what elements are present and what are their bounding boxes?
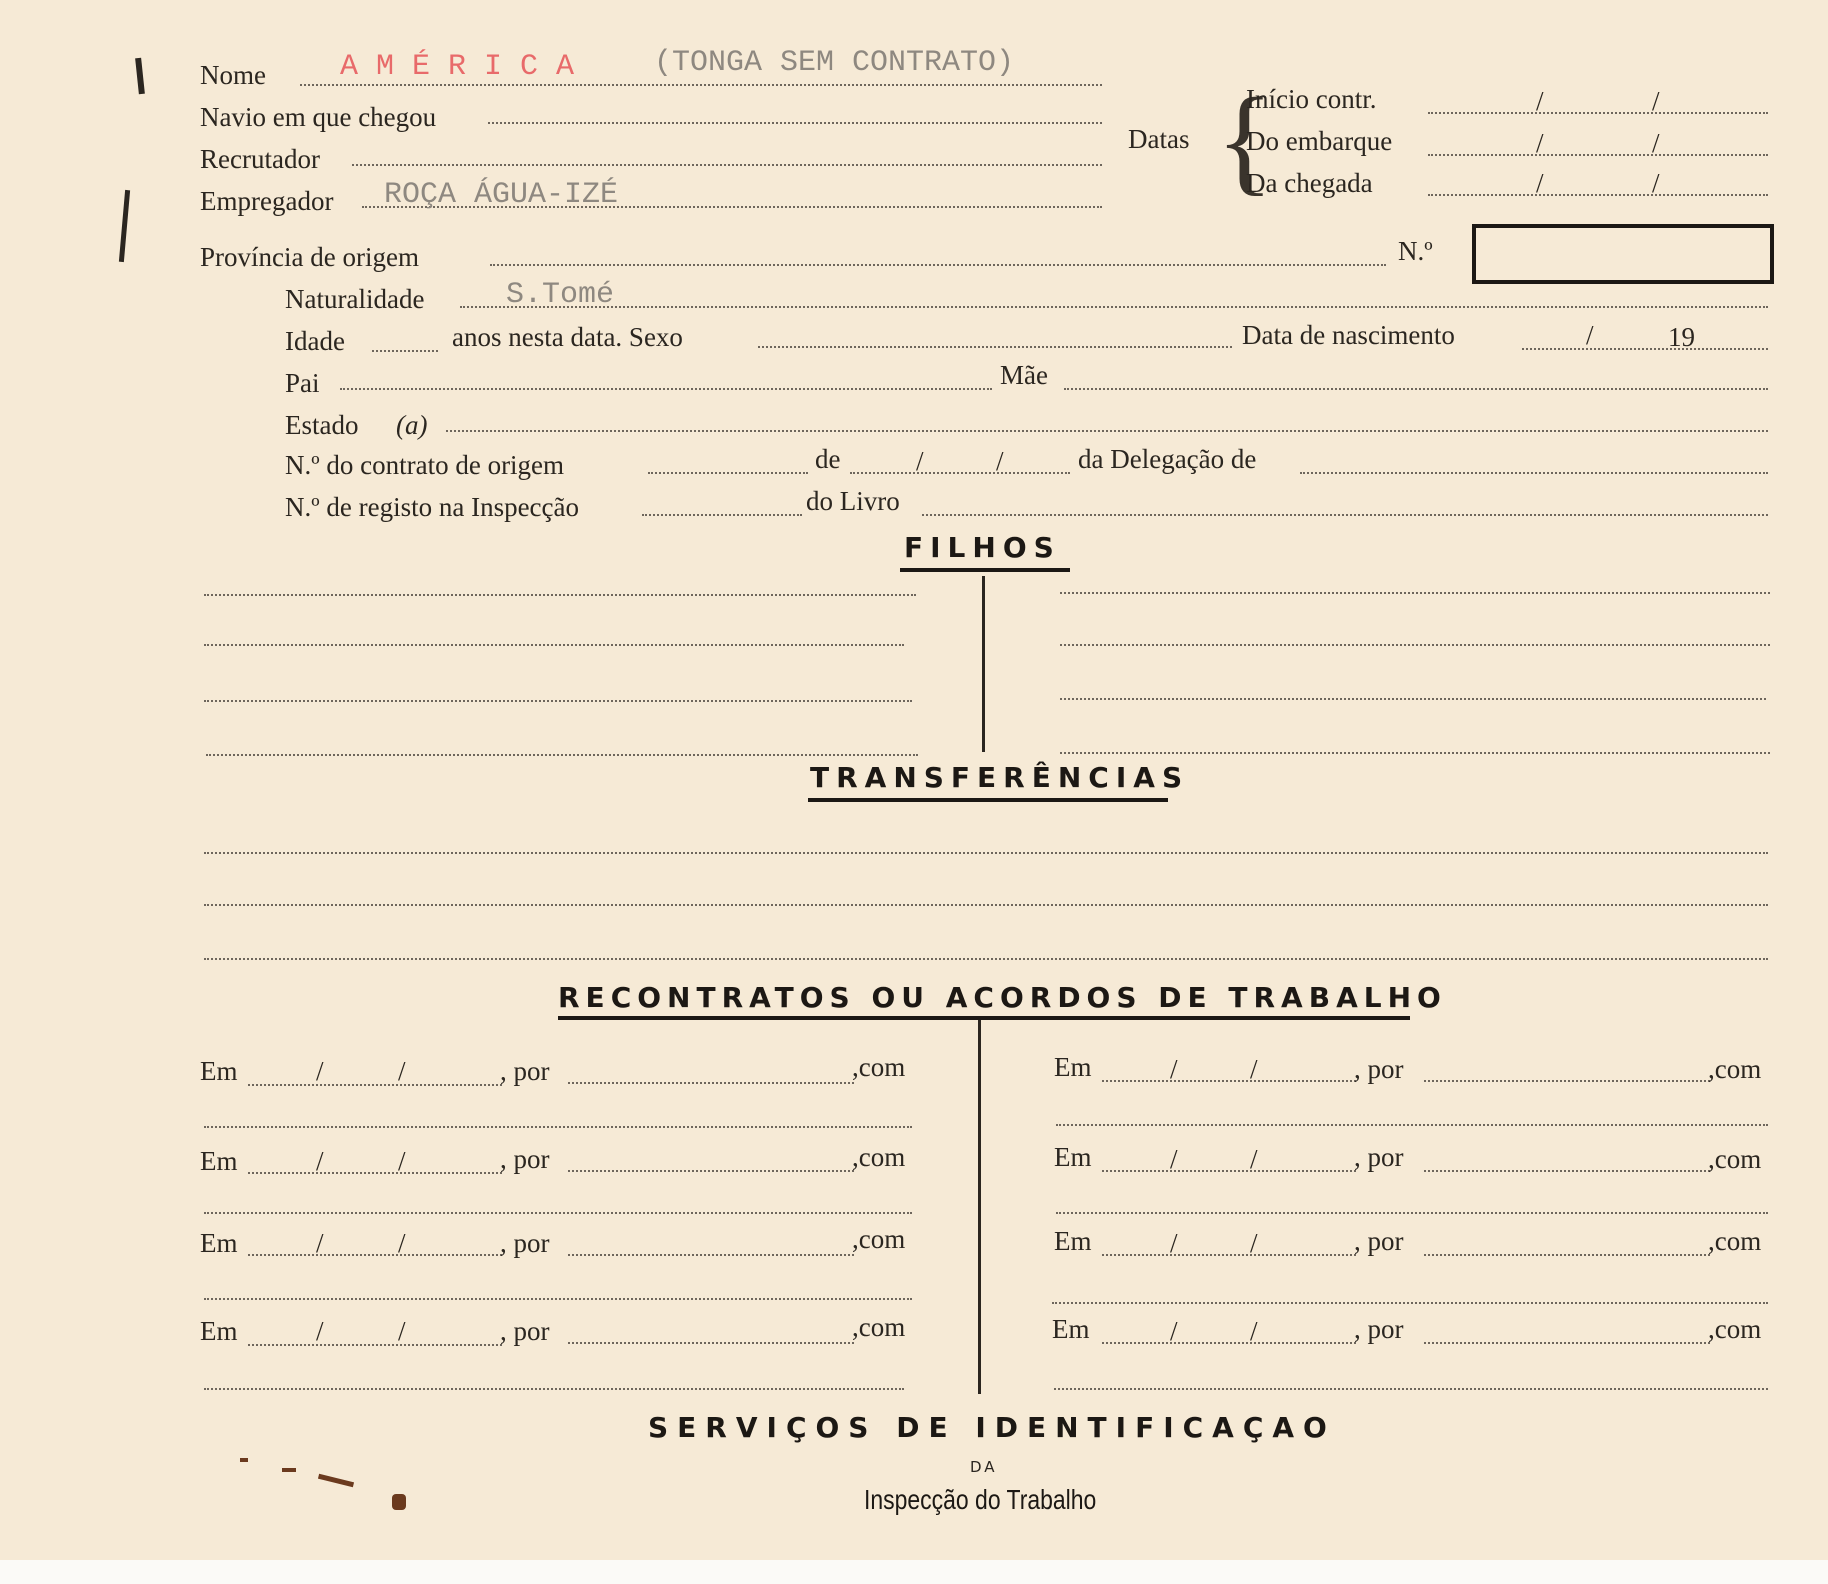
ink-stain bbox=[240, 1458, 248, 1462]
ink-stain bbox=[392, 1494, 406, 1510]
transferencias-line-3[interactable] bbox=[204, 958, 1768, 960]
com-field[interactable] bbox=[204, 1298, 912, 1300]
mae-field[interactable] bbox=[1064, 388, 1768, 390]
em-label: Em bbox=[200, 1056, 238, 1086]
por-field[interactable] bbox=[568, 1170, 854, 1172]
navio-label: Navio em que chegou bbox=[200, 102, 437, 132]
margin-mark bbox=[135, 58, 145, 94]
por-label: , por bbox=[500, 1056, 550, 1086]
em-label: Em bbox=[1052, 1314, 1090, 1344]
footer-da: DA bbox=[970, 1458, 998, 1476]
por-field[interactable] bbox=[1424, 1170, 1710, 1172]
em-date-field[interactable] bbox=[1102, 1342, 1356, 1344]
naturalidade-label: Naturalidade bbox=[285, 284, 425, 314]
recontratos-underline bbox=[558, 1016, 1410, 1020]
com-label: ,com bbox=[1708, 1054, 1762, 1084]
recrutador-field[interactable] bbox=[352, 164, 1102, 166]
idade-label: Idade bbox=[285, 326, 345, 356]
por-label: , por bbox=[1354, 1142, 1404, 1172]
date-slash: / bbox=[1170, 1228, 1178, 1258]
com-field[interactable] bbox=[1054, 1388, 1768, 1390]
filhos-underline bbox=[900, 568, 1070, 572]
em-date-field[interactable] bbox=[248, 1254, 502, 1256]
filhos-line-left-3[interactable] bbox=[204, 700, 912, 702]
com-field[interactable] bbox=[1052, 1302, 1768, 1304]
por-field[interactable] bbox=[1424, 1080, 1710, 1082]
estado-note: (a) bbox=[396, 410, 428, 440]
numero-box[interactable] bbox=[1472, 224, 1774, 284]
contrato-label: N.º do contrato de origem bbox=[285, 450, 565, 480]
com-label: ,com bbox=[852, 1142, 906, 1172]
date-slash: / bbox=[316, 1228, 324, 1258]
por-label: , por bbox=[1354, 1226, 1404, 1256]
em-date-field[interactable] bbox=[248, 1344, 502, 1346]
datas-brace: { bbox=[1216, 73, 1274, 206]
date-slash: / bbox=[398, 1316, 406, 1346]
data-nascimento-label: Data de nascimento bbox=[1242, 320, 1455, 350]
contrato-slash-2: / bbox=[996, 446, 1004, 476]
com-label: ,com bbox=[852, 1312, 906, 1342]
filhos-heading: FILHOS bbox=[904, 531, 1061, 564]
em-date-field[interactable] bbox=[1102, 1254, 1356, 1256]
filhos-line-right-2[interactable] bbox=[1060, 644, 1770, 646]
com-label: ,com bbox=[852, 1052, 906, 1082]
filhos-line-right-1[interactable] bbox=[1060, 592, 1770, 594]
date-slash: / bbox=[1250, 1054, 1258, 1084]
date-slash: / bbox=[1170, 1316, 1178, 1346]
por-field[interactable] bbox=[568, 1254, 854, 1256]
nome-value: A M É R I C A bbox=[340, 50, 575, 84]
anos-sexo-label: anos nesta data. Sexo bbox=[452, 322, 683, 352]
transferencias-line-2[interactable] bbox=[204, 904, 1768, 906]
delegacao-field[interactable] bbox=[1300, 472, 1768, 474]
por-field[interactable] bbox=[1424, 1342, 1710, 1344]
provincia-label: Província de origem bbox=[200, 242, 419, 272]
em-label: Em bbox=[1054, 1142, 1092, 1172]
transferencias-underline bbox=[808, 798, 1168, 802]
com-field[interactable] bbox=[204, 1126, 912, 1128]
footer-institution: Inspecção do Trabalho bbox=[864, 1484, 1097, 1515]
estado-label: Estado bbox=[285, 410, 359, 440]
inicio-slash-2: / bbox=[1652, 86, 1660, 116]
naturalidade-field[interactable] bbox=[460, 306, 1768, 308]
em-label: Em bbox=[1054, 1052, 1092, 1082]
chegada-field[interactable] bbox=[1428, 194, 1768, 196]
em-label: Em bbox=[200, 1146, 238, 1176]
date-slash: / bbox=[1250, 1316, 1258, 1346]
empregador-label: Empregador bbox=[200, 186, 334, 216]
nome-field[interactable] bbox=[300, 84, 1102, 86]
com-field[interactable] bbox=[1056, 1212, 1768, 1214]
contrato-slash-1: / bbox=[916, 446, 924, 476]
date-slash: / bbox=[1170, 1054, 1178, 1084]
em-label: Em bbox=[200, 1316, 238, 1346]
em-date-field[interactable] bbox=[1102, 1080, 1356, 1082]
date-slash: / bbox=[398, 1228, 406, 1258]
filhos-line-left-1[interactable] bbox=[204, 594, 916, 596]
por-field[interactable] bbox=[1424, 1254, 1710, 1256]
pai-label: Pai bbox=[285, 368, 320, 398]
nome-label: Nome bbox=[200, 60, 266, 90]
em-label: Em bbox=[200, 1228, 238, 1258]
por-field[interactable] bbox=[568, 1342, 854, 1344]
por-label: , por bbox=[1354, 1054, 1404, 1084]
embarque-slash-1: / bbox=[1536, 128, 1544, 158]
date-slash: / bbox=[1250, 1228, 1258, 1258]
date-slash: / bbox=[1250, 1144, 1258, 1174]
margin-mark bbox=[119, 190, 130, 262]
chegada-label: Da chegada bbox=[1246, 168, 1373, 198]
filhos-line-left-4[interactable] bbox=[206, 754, 918, 756]
contrato-de-label: de bbox=[815, 444, 841, 474]
navio-field[interactable] bbox=[488, 122, 1102, 124]
estado-field[interactable] bbox=[446, 430, 1768, 432]
date-slash: / bbox=[1170, 1144, 1178, 1174]
filhos-divider bbox=[982, 576, 985, 752]
empregador-value: ROÇA ÁGUA-IZÉ bbox=[384, 178, 619, 212]
data-nascimento-field[interactable] bbox=[1522, 348, 1768, 350]
com-field[interactable] bbox=[204, 1388, 904, 1390]
embarque-label: Do embarque bbox=[1246, 126, 1393, 156]
com-label: ,com bbox=[1708, 1314, 1762, 1344]
inicio-label: Início contr. bbox=[1246, 84, 1377, 114]
com-label: ,com bbox=[1708, 1144, 1762, 1174]
livro-field[interactable] bbox=[922, 514, 1768, 516]
por-label: , por bbox=[500, 1144, 550, 1174]
provincia-field[interactable] bbox=[490, 264, 1386, 266]
nascimento-slash: / bbox=[1586, 320, 1594, 350]
por-label: , por bbox=[1354, 1314, 1404, 1344]
date-slash: / bbox=[398, 1056, 406, 1086]
contrato-date-field[interactable] bbox=[850, 472, 1070, 474]
sexo-field[interactable] bbox=[758, 346, 1232, 348]
com-label: ,com bbox=[1708, 1226, 1762, 1256]
filhos-line-right-3[interactable] bbox=[1060, 698, 1766, 700]
inicio-field[interactable] bbox=[1428, 112, 1768, 114]
numero-label: N.º bbox=[1398, 236, 1433, 266]
livro-label: do Livro bbox=[806, 486, 900, 516]
por-label: , por bbox=[500, 1228, 550, 1258]
ano-prefix: 19 bbox=[1668, 322, 1695, 352]
paper-edge bbox=[0, 1560, 1828, 1584]
em-label: Em bbox=[1054, 1226, 1092, 1256]
chegada-slash-2: / bbox=[1652, 168, 1660, 198]
transferencias-line-1[interactable] bbox=[204, 852, 1768, 854]
ink-stain bbox=[318, 1474, 354, 1488]
inicio-slash-1: / bbox=[1536, 86, 1544, 116]
por-label: , por bbox=[500, 1316, 550, 1346]
embarque-slash-2: / bbox=[1652, 128, 1660, 158]
filhos-line-right-4[interactable] bbox=[1060, 752, 1770, 754]
date-slash: / bbox=[398, 1146, 406, 1176]
com-label: ,com bbox=[852, 1224, 906, 1254]
delegacao-label: da Delegação de bbox=[1078, 444, 1257, 474]
embarque-field[interactable] bbox=[1428, 154, 1768, 156]
naturalidade-value: S.Tomé bbox=[506, 278, 615, 312]
em-date-field[interactable] bbox=[248, 1084, 502, 1086]
em-date-field[interactable] bbox=[1102, 1170, 1356, 1172]
nome-note: (TONGA SEM CONTRATO) bbox=[654, 46, 1015, 80]
date-slash: / bbox=[316, 1056, 324, 1086]
chegada-slash-1: / bbox=[1536, 168, 1544, 198]
com-field[interactable] bbox=[1056, 1124, 1768, 1126]
mae-label: Mãe bbox=[1000, 360, 1048, 390]
recontratos-divider bbox=[978, 1020, 981, 1394]
transferencias-heading: TRANSFERÊNCIAS bbox=[810, 761, 1190, 794]
por-field[interactable] bbox=[568, 1082, 854, 1084]
idade-field[interactable] bbox=[372, 350, 438, 352]
date-slash: / bbox=[316, 1316, 324, 1346]
date-slash: / bbox=[316, 1146, 324, 1176]
footer-title: SERVIÇOS DE IDENTIFICAÇAO bbox=[648, 1411, 1336, 1444]
em-date-field[interactable] bbox=[248, 1172, 502, 1174]
pai-field[interactable] bbox=[340, 388, 992, 390]
recontratos-heading: RECONTRATOS OU ACORDOS DE TRABALHO bbox=[558, 981, 1447, 1014]
datas-label: Datas bbox=[1128, 124, 1190, 154]
registo-label: N.º de registo na Inspecção bbox=[285, 492, 580, 522]
recrutador-label: Recrutador bbox=[200, 144, 320, 174]
com-field[interactable] bbox=[204, 1212, 912, 1214]
filhos-line-left-2[interactable] bbox=[204, 644, 904, 646]
contrato-field[interactable] bbox=[648, 472, 808, 474]
registo-field[interactable] bbox=[642, 514, 802, 516]
ink-stain bbox=[282, 1468, 296, 1472]
